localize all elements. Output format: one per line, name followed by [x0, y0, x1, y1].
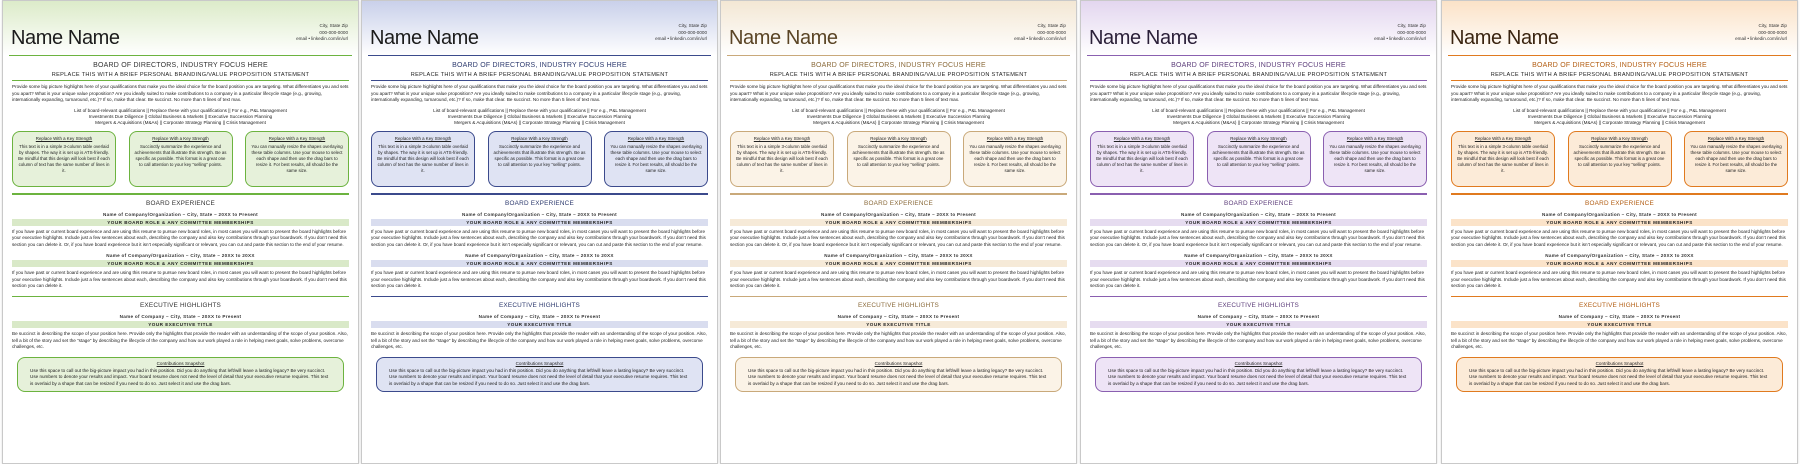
section-divider [730, 296, 1067, 298]
contact-phone: 000-000-0000 [678, 29, 707, 35]
board-role-bar: YOUR BOARD ROLE & ANY COMMITTEE MEMBERSHIPS [12, 260, 349, 267]
header-rule [9, 55, 352, 57]
contact-city: City, State Zip [319, 23, 348, 28]
contact-block [1014, 23, 1066, 43]
resume-page-variant-4[interactable] [1080, 0, 1437, 464]
qualification-line: Mergers & Acquisitions (M&As) || Corporate Strategy Planning || Crisis Management [95, 120, 266, 126]
board-entry-text: If you have past or current board experience and are using this resume to pursue new board roles, in most cases you will want to present the board highlights before your executive highlights. Include just a few sentences about each, describing the company and also key contributions through your boardwork. If you don’t need this section you can delete it. Or, if you have board experience but it isn’t especially significant or relevant, you can cut and paste this section to the end of your resume. [371, 228, 706, 247]
contact-city: City, State Zip [678, 23, 707, 28]
strength-text: Succinctly summarize the experience and achievements that illustrate this strength. Be as specific as possible. This format is a great one to call attention to your key “selling” points. [852, 144, 945, 168]
snapshot-text: Use this space to call out the big-picture impact you had in this position. Did you do anything that left/will leave a lasting legacy? Be very succinct. Use numbers to denote your results and impact. Your board resume does not need the level of detail that your executive resume requires. This text is overlaid by a shape that can be resized if you need to do so. Just select it and use the drag bars. [389, 367, 688, 386]
strength-title: Replace With a Key Strength [268, 136, 326, 142]
contact-city: City, State Zip [1037, 23, 1066, 28]
strength-text: This text is in a simple 3-column table overlaid by shapes. The way it is set up is ATS-friendly. Be mindful that this design will look best if each column of text has the same number of lines in it. [1457, 144, 1549, 174]
qualifications-list [12, 108, 349, 127]
board-title: BOARD OF DIRECTORS, INDUSTRY FOCUS HERE [1171, 62, 1346, 69]
board-role-bar: YOUR BOARD ROLE & ANY COMMITTEE MEMBERSHIPS [1090, 260, 1427, 267]
snapshot-title: Contributions Snapshot [1234, 360, 1283, 366]
board-company-line: Name of Company/Organization – City, State – 20XX to Present [1542, 211, 1697, 217]
strength-title: Replace With a Key Strength [753, 136, 811, 142]
qualification-line: Investments Due Diligence || Global Business & Markets || Executive Succession Planning [1166, 113, 1351, 119]
snapshot-title: Contributions Snapshot [515, 360, 564, 366]
page-body [362, 56, 717, 392]
strength-title: Replace With a Key Strength [986, 136, 1044, 142]
contact-email-linkedin: email • linkedin.com/in/url [1014, 36, 1066, 42]
strength-title: Replace With a Key Strength [152, 136, 209, 142]
board-entry-text: If you have past or current board experience and are using this resume to pursue new board roles, in most cases you will want to present the board highlights before your executive highlights. Include just a few sentences about each, describing the company and also key contributions through your boardwork. If you don’t need this section you can delete it. [371, 270, 706, 289]
board-company-line: Name of Company/Organization – City, State – 20XX to 20XX [465, 253, 614, 259]
contributions-snapshot [376, 357, 703, 392]
snapshot-title: Contributions Snapshot [156, 360, 205, 366]
strength-boxes [1451, 131, 1788, 187]
candidate-name: Name Name [11, 27, 120, 49]
board-company-line: Name of Company/Organization – City, State – 20XX to 20XX [1184, 253, 1333, 259]
strength-box [963, 131, 1067, 187]
board-experience-heading: BOARD EXPERIENCE [864, 199, 933, 207]
strength-text: This text is in a simple 3-column table overlaid by shapes. The way it is set up is ATS-friendly. Be mindful that this design will look best if each column of text has the same number of lines in it. [1096, 144, 1188, 174]
board-entry-text: If you have past or current board experience and are using this resume to pursue new board roles, in most cases you will want to present the board highlights before your executive highlights. Include just a few sentences about each, describing the company and also key contributions through your boardwork. If you don’t need this section you can delete it. [1451, 270, 1786, 289]
strength-text: Succinctly summarize the experience and achievements that illustrate this strength. Be as specific as possible. This format is a great one to call attention to your key “selling” points. [493, 144, 586, 168]
exec-company-line: Name of Company – City, State – 20XX to Present [837, 314, 960, 320]
page-header [721, 1, 1076, 56]
section-divider [730, 193, 1067, 195]
branding-statement: REPLACE THIS WITH A BRIEF PERSONAL BRANDING/VALUE PROPOSITION STATEMENT [12, 72, 349, 81]
section-divider [12, 296, 349, 298]
section-divider [12, 193, 349, 195]
board-company-line: Name of Company/Organization – City, State – 20XX to Present [462, 211, 617, 217]
header-rule [368, 55, 711, 57]
board-entry-text: If you have past or current board experience and are using this resume to pursue new board roles, in most cases you will want to present the board highlights before your executive highlights. Include just a few sentences about each, describing the company and also key contributions through your boardwork. If you don’t need this section you can delete it. [730, 270, 1065, 289]
resume-page-variant-3[interactable] [720, 0, 1077, 464]
strength-text: You can manually resize the shapes overlaying these table columns. Use your mouse to select each shape and then use the drag bars to resize it. For best results, all should be the same size. [610, 144, 702, 174]
strength-text: You can manually resize the shapes overlaying these table columns. Use your mouse to select each shape and then use the drag bars to resize it. For best results, all should be the same size. [251, 144, 343, 174]
contributions-snapshot [1095, 357, 1422, 392]
contributions-snapshot [17, 357, 344, 392]
strength-title: Replace With a Key Strength [1707, 136, 1765, 142]
exec-company-line: Name of Company – City, State – 20XX to Present [1197, 314, 1320, 320]
strength-title: Replace With a Key Strength [1591, 136, 1648, 142]
page-header [1081, 1, 1436, 56]
page-body [3, 56, 358, 392]
exec-company-line: Name of Company – City, State – 20XX to Present [1558, 314, 1681, 320]
board-role-bar: YOUR BOARD ROLE & ANY COMMITTEE MEMBERSHIPS [1090, 219, 1427, 226]
snapshot-text: Use this space to call out the big-picture impact you had in this position. Did you do anything that left/will leave a lasting legacy? Be very succinct. Use numbers to denote your results and impact. Your board resume does not need the level of detail that your executive resume requires. This text is overlaid by a shape that can be resized if you need to do so. Just select it and use the drag bars. [30, 367, 329, 386]
page-body [1081, 56, 1436, 392]
resume-page-variant-5[interactable] [1441, 0, 1798, 464]
summary-paragraph: Provide some big picture highlights here of your qualifications that make you the ideal choice for the board position you are targeting. What differentiates you and sets you apart? What is your unique value proposition? Are you ideally suited to make contributions to a company in a particular lifecycle stage (e.g., growing, internationally expanding, turnaround, etc.)? If so, make that clear. Be succinct. No more than 5 lines of text max. [12, 84, 349, 102]
exec-text: Be succinct in describing the scope of your position here. Provide only the highlights that provide the reader with an understanding of the scope of your position. Also, tell a bit of the story and set the “stage” by describing the lifecycle of the company and how our work played a role in helping meet goals, solve problems, overcome challenges, etc. [12, 331, 348, 350]
board-company-line: Name of Company/Organization – City, State – 20XX to Present [1181, 211, 1336, 217]
contact-block [1735, 23, 1787, 43]
strength-title: Replace With a Key Strength [1230, 136, 1287, 142]
executive-highlights-heading: EXECUTIVE HIGHLIGHTS [139, 302, 222, 310]
contact-email-linkedin: email • linkedin.com/in/url [296, 36, 348, 42]
board-title: BOARD OF DIRECTORS, INDUSTRY FOCUS HERE [1532, 62, 1707, 69]
strength-title: Replace With a Key Strength [1113, 136, 1171, 142]
strength-box [488, 131, 592, 187]
candidate-name: Name Name [370, 27, 479, 49]
strength-box [1323, 131, 1427, 187]
contact-phone: 000-000-0000 [319, 29, 348, 35]
board-role-bar: YOUR BOARD ROLE & ANY COMMITTEE MEMBERSHIPS [371, 219, 708, 226]
strength-text: This text is in a simple 3-column table overlaid by shapes. The way it is set up is ATS-friendly. Be mindful that this design will look best if each column of text has the same number of lines in it. [736, 144, 828, 174]
strength-box [371, 131, 475, 187]
qualifications-list [1090, 108, 1427, 127]
strength-box [730, 131, 834, 187]
strength-text: This text is in a simple 3-column table overlaid by shapes. The way it is set up is ATS-friendly. Be mindful that this design will look best if each column of text has the same number of lines in it. [18, 144, 110, 174]
strength-box [245, 131, 349, 187]
strength-text: You can manually resize the shapes overlaying these table columns. Use your mouse to select each shape and then use the drag bars to resize it. For best results, all should be the same size. [1690, 144, 1782, 174]
board-entry-text: If you have past or current board experience and are using this resume to pursue new board roles, in most cases you will want to present the board highlights before your executive highlights. Include just a few sentences about each, describing the company and also key contributions through your boardwork. If you don’t need this section you can delete it. Or, if you have board experience but it isn’t especially significant or relevant, you can cut and paste this section to the end of your resume. [1451, 228, 1786, 247]
exec-text: Be succinct in describing the scope of your position here. Provide only the highlights that provide the reader with an understanding of the scope of your position. Also, tell a bit of the story and set the “stage” by describing the lifecycle of the company and how our work played a role in helping meet goals, solve problems, overcome challenges, etc. [371, 331, 707, 350]
qualification-line: Mergers & Acquisitions (M&As) || Corporate Strategy Planning || Crisis Management [813, 120, 984, 126]
board-entry-text: If you have past or current board experience and are using this resume to pursue new board roles, in most cases you will want to present the board highlights before your executive highlights. Include just a few sentences about each, describing the company and also key contributions through your boardwork. If you don’t need this section you can delete it. [12, 270, 347, 289]
exec-title-bar: YOUR EXECUTIVE TITLE [730, 321, 1067, 328]
contact-city: City, State Zip [1397, 23, 1426, 28]
strength-text: This text is in a simple 3-column table overlaid by shapes. The way it is set up is ATS-friendly. Be mindful that this design will look best if each column of text has the same number of lines in it. [377, 144, 469, 174]
board-role-bar: YOUR BOARD ROLE & ANY COMMITTEE MEMBERSHIPS [1451, 260, 1788, 267]
strength-box [1451, 131, 1555, 187]
contact-block [655, 23, 707, 43]
board-entry-text: If you have past or current board experience and are using this resume to pursue new board roles, in most cases you will want to present the board highlights before your executive highlights. Include just a few sentences about each, describing the company and also key contributions through your boardwork. If you don’t need this section you can delete it. Or, if you have board experience but it isn’t especially significant or relevant, you can cut and paste this section to the end of your resume. [12, 228, 347, 247]
executive-highlights-heading: EXECUTIVE HIGHLIGHTS [857, 302, 940, 310]
page-body [721, 56, 1076, 392]
qualification-line: List of board-relevant qualifications || Replace these with your qualifications || For e.g., P&L Management [74, 107, 287, 113]
strength-boxes [730, 131, 1067, 187]
strength-title: Replace With a Key Strength [1474, 136, 1532, 142]
exec-title-bar: YOUR EXECUTIVE TITLE [1451, 321, 1788, 328]
contact-block [296, 23, 348, 43]
qualification-line: List of board-relevant qualifications || Replace these with your qualifications || For e.g., P&L Management [1513, 107, 1726, 113]
strength-boxes [12, 131, 349, 187]
board-company-line: Name of Company/Organization – City, State – 20XX to Present [821, 211, 976, 217]
exec-title-bar: YOUR EXECUTIVE TITLE [12, 321, 349, 328]
section-divider [1090, 296, 1427, 298]
strength-title: Replace With a Key Strength [511, 136, 568, 142]
exec-company-line: Name of Company – City, State – 20XX to Present [119, 314, 242, 320]
board-role-bar: YOUR BOARD ROLE & ANY COMMITTEE MEMBERSHIPS [1451, 219, 1788, 226]
contributions-snapshot [1456, 357, 1783, 392]
strength-title: Replace With a Key Strength [627, 136, 685, 142]
header-rule [727, 55, 1070, 57]
section-divider [371, 296, 708, 298]
header-rule [1448, 55, 1791, 57]
branding-statement: REPLACE THIS WITH A BRIEF PERSONAL BRANDING/VALUE PROPOSITION STATEMENT [1090, 72, 1427, 81]
page-header [1442, 1, 1797, 56]
board-experience-heading: BOARD EXPERIENCE [146, 199, 215, 207]
board-role-bar: YOUR BOARD ROLE & ANY COMMITTEE MEMBERSHIPS [730, 260, 1067, 267]
strength-box [129, 131, 233, 187]
strength-text: You can manually resize the shapes overlaying these table columns. Use your mouse to select each shape and then use the drag bars to resize it. For best results, all should be the same size. [969, 144, 1061, 174]
strength-text: Succinctly summarize the experience and achievements that illustrate this strength. Be as specific as possible. This format is a great one to call attention to your key “selling” points. [1573, 144, 1666, 168]
qualifications-list [371, 108, 708, 127]
board-experience-heading: BOARD EXPERIENCE [505, 199, 574, 207]
summary-paragraph: Provide some big picture highlights here of your qualifications that make you the ideal choice for the board position you are targeting. What differentiates you and sets you apart? What is your unique value proposition? Are you ideally suited to make contributions to a company in a particular lifecycle stage (e.g., growing, internationally expanding, turnaround, etc.)? If so, make that clear. Be succinct. No more than 5 lines of text max. [1090, 84, 1427, 102]
resume-page-variant-2[interactable] [361, 0, 718, 464]
contact-phone: 000-000-0000 [1037, 29, 1066, 35]
page-body [1442, 56, 1797, 392]
board-company-line: Name of Company/Organization – City, State – 20XX to Present [103, 211, 258, 217]
strength-box [1207, 131, 1311, 187]
qualification-line: Investments Due Diligence || Global Business & Markets || Executive Succession Planning [806, 113, 991, 119]
qualification-line: Investments Due Diligence || Global Business & Markets || Executive Succession Planning [1527, 113, 1712, 119]
summary-paragraph: Provide some big picture highlights here of your qualifications that make you the ideal choice for the board position you are targeting. What differentiates you and sets you apart? What is your unique value proposition? Are you ideally suited to make contributions to a company in a particular lifecycle stage (e.g., growing, internationally expanding, turnaround, etc.)? If so, make that clear. Be succinct. No more than 5 lines of text max. [371, 84, 708, 102]
summary-paragraph: Provide some big picture highlights here of your qualifications that make you the ideal choice for the board position you are targeting. What differentiates you and sets you apart? What is your unique value proposition? Are you ideally suited to make contributions to a company in a particular lifecycle stage (e.g., growing, internationally expanding, turnaround, etc.)? If so, make that clear. Be succinct. No more than 5 lines of text max. [730, 84, 1067, 102]
exec-title-bar: YOUR EXECUTIVE TITLE [371, 321, 708, 328]
strength-box [604, 131, 708, 187]
board-role-bar: YOUR BOARD ROLE & ANY COMMITTEE MEMBERSHIPS [371, 260, 708, 267]
strength-text: Succinctly summarize the experience and achievements that illustrate this strength. Be as specific as possible. This format is a great one to call attention to your key “selling” points. [1212, 144, 1305, 168]
section-divider [1451, 296, 1788, 298]
contact-email-linkedin: email • linkedin.com/in/url [1374, 36, 1426, 42]
strength-box [1090, 131, 1194, 187]
board-title: BOARD OF DIRECTORS, INDUSTRY FOCUS HERE [452, 62, 627, 69]
board-title: BOARD OF DIRECTORS, INDUSTRY FOCUS HERE [811, 62, 986, 69]
section-divider [371, 193, 708, 195]
board-title: BOARD OF DIRECTORS, INDUSTRY FOCUS HERE [93, 62, 268, 69]
qualification-line: Investments Due Diligence || Global Business & Markets || Executive Succession Planning [88, 113, 273, 119]
page-header [362, 1, 717, 56]
contributions-snapshot [735, 357, 1062, 392]
qualification-line: List of board-relevant qualifications || Replace these with your qualifications || For e.g., P&L Management [792, 107, 1005, 113]
qualification-line: Mergers & Acquisitions (M&As) || Corporate Strategy Planning || Crisis Management [1534, 120, 1705, 126]
snapshot-title: Contributions Snapshot [1595, 360, 1644, 366]
qualifications-list [1451, 108, 1788, 127]
strength-title: Replace With a Key Strength [1346, 136, 1404, 142]
page-header [3, 1, 358, 56]
board-entry-text: If you have past or current board experience and are using this resume to pursue new board roles, in most cases you will want to present the board highlights before your executive highlights. Include just a few sentences about each, describing the company and also key contributions through your boardwork. If you don’t need this section you can delete it. [1090, 270, 1425, 289]
qualification-line: List of board-relevant qualifications || Replace these with your qualifications || For e.g., P&L Management [433, 107, 646, 113]
exec-title-bar: YOUR EXECUTIVE TITLE [1090, 321, 1427, 328]
snapshot-text: Use this space to call out the big-picture impact you had in this position. Did you do anything that left/will leave a lasting legacy? Be very succinct. Use numbers to denote your results and impact. Your board resume does not need the level of detail that your executive resume requires. This text is overlaid by a shape that can be resized if you need to do so. Just select it and use the drag bars. [1469, 367, 1768, 386]
candidate-name: Name Name [1450, 27, 1559, 49]
candidate-name: Name Name [1089, 27, 1198, 49]
strength-box [1568, 131, 1672, 187]
snapshot-text: Use this space to call out the big-picture impact you had in this position. Did you do anything that left/will leave a lasting legacy? Be very succinct. Use numbers to denote your results and impact. Your board resume does not need the level of detail that your executive resume requires. This text is overlaid by a shape that can be resized if you need to do so. Just select it and use the drag bars. [1108, 367, 1407, 386]
executive-highlights-heading: EXECUTIVE HIGHLIGHTS [1578, 302, 1661, 310]
qualifications-list [730, 108, 1067, 127]
strength-title: Replace With a Key Strength [394, 136, 452, 142]
strength-title: Replace With a Key Strength [35, 136, 93, 142]
resume-page-variant-1[interactable] [2, 0, 359, 464]
strength-box [847, 131, 951, 187]
branding-statement: REPLACE THIS WITH A BRIEF PERSONAL BRANDING/VALUE PROPOSITION STATEMENT [371, 72, 708, 81]
strength-text: Succinctly summarize the experience and achievements that illustrate this strength. Be as specific as possible. This format is a great one to call attention to your key “selling” points. [134, 144, 227, 168]
board-company-line: Name of Company/Organization – City, State – 20XX to 20XX [106, 253, 255, 259]
exec-text: Be succinct in describing the scope of your position here. Provide only the highlights that provide the reader with an understanding of the scope of your position. Also, tell a bit of the story and set the “stage” by describing the lifecycle of the company and how our work played a role in helping meet goals, solve problems, overcome challenges, etc. [1090, 331, 1426, 350]
strength-title: Replace With a Key Strength [870, 136, 927, 142]
contact-block [1374, 23, 1426, 43]
strength-box [1684, 131, 1788, 187]
exec-text: Be succinct in describing the scope of your position here. Provide only the highlights that provide the reader with an understanding of the scope of your position. Also, tell a bit of the story and set the “stage” by describing the lifecycle of the company and how our work played a role in helping meet goals, solve problems, overcome challenges, etc. [1451, 331, 1787, 350]
contact-phone: 000-000-0000 [1397, 29, 1426, 35]
board-company-line: Name of Company/Organization – City, State – 20XX to 20XX [1545, 253, 1694, 259]
strength-text: You can manually resize the shapes overlaying these table columns. Use your mouse to select each shape and then use the drag bars to resize it. For best results, all should be the same size. [1329, 144, 1421, 174]
board-experience-heading: BOARD EXPERIENCE [1585, 199, 1654, 207]
contact-email-linkedin: email • linkedin.com/in/url [1735, 36, 1787, 42]
contact-email-linkedin: email • linkedin.com/in/url [655, 36, 707, 42]
qualification-line: Mergers & Acquisitions (M&As) || Corporate Strategy Planning || Crisis Management [454, 120, 625, 126]
section-divider [1090, 193, 1427, 195]
summary-paragraph: Provide some big picture highlights here of your qualifications that make you the ideal choice for the board position you are targeting. What differentiates you and sets you apart? What is your unique value proposition? Are you ideally suited to make contributions to a company in a particular lifecycle stage (e.g., growing, internationally expanding, turnaround, etc.)? If so, make that clear. Be succinct. No more than 5 lines of text max. [1451, 84, 1788, 102]
board-entry-text: If you have past or current board experience and are using this resume to pursue new board roles, in most cases you will want to present the board highlights before your executive highlights. Include just a few sentences about each, describing the company and also key contributions through your boardwork. If you don’t need this section you can delete it. Or, if you have board experience but it isn’t especially significant or relevant, you can cut and paste this section to the end of your resume. [730, 228, 1065, 247]
exec-text: Be succinct in describing the scope of your position here. Provide only the highlights that provide the reader with an understanding of the scope of your position. Also, tell a bit of the story and set the “stage” by describing the lifecycle of the company and how our work played a role in helping meet goals, solve problems, overcome challenges, etc. [730, 331, 1066, 350]
board-entry-text: If you have past or current board experience and are using this resume to pursue new board roles, in most cases you will want to present the board highlights before your executive highlights. Include just a few sentences about each, describing the company and also key contributions through your boardwork. If you don’t need this section you can delete it. Or, if you have board experience but it isn’t especially significant or relevant, you can cut and paste this section to the end of your resume. [1090, 228, 1425, 247]
board-company-line: Name of Company/Organization – City, State – 20XX to 20XX [824, 253, 973, 259]
board-role-bar: YOUR BOARD ROLE & ANY COMMITTEE MEMBERSHIPS [730, 219, 1067, 226]
snapshot-title: Contributions Snapshot [874, 360, 923, 366]
executive-highlights-heading: EXECUTIVE HIGHLIGHTS [498, 302, 581, 310]
exec-company-line: Name of Company – City, State – 20XX to Present [478, 314, 601, 320]
section-divider [1451, 193, 1788, 195]
contact-city: City, State Zip [1758, 23, 1787, 28]
strength-boxes [371, 131, 708, 187]
executive-highlights-heading: EXECUTIVE HIGHLIGHTS [1217, 302, 1300, 310]
strength-box [12, 131, 116, 187]
board-role-bar: YOUR BOARD ROLE & ANY COMMITTEE MEMBERSHIPS [12, 219, 349, 226]
candidate-name: Name Name [729, 27, 838, 49]
qualification-line: Investments Due Diligence || Global Business & Markets || Executive Succession Planning [447, 113, 632, 119]
board-experience-heading: BOARD EXPERIENCE [1224, 199, 1293, 207]
qualification-line: Mergers & Acquisitions (M&As) || Corporate Strategy Planning || Crisis Management [1173, 120, 1344, 126]
contact-phone: 000-000-0000 [1758, 29, 1787, 35]
qualification-line: List of board-relevant qualifications || Replace these with your qualifications || For e.g., P&L Management [1152, 107, 1365, 113]
branding-statement: REPLACE THIS WITH A BRIEF PERSONAL BRANDING/VALUE PROPOSITION STATEMENT [1451, 72, 1788, 81]
header-rule [1087, 55, 1430, 57]
strength-boxes [1090, 131, 1427, 187]
branding-statement: REPLACE THIS WITH A BRIEF PERSONAL BRANDING/VALUE PROPOSITION STATEMENT [730, 72, 1067, 81]
snapshot-text: Use this space to call out the big-picture impact you had in this position. Did you do anything that left/will leave a lasting legacy? Be very succinct. Use numbers to denote your results and impact. Your board resume does not need the level of detail that your executive resume requires. This text is overlaid by a shape that can be resized if you need to do so. Just select it and use the drag bars. [748, 367, 1047, 386]
